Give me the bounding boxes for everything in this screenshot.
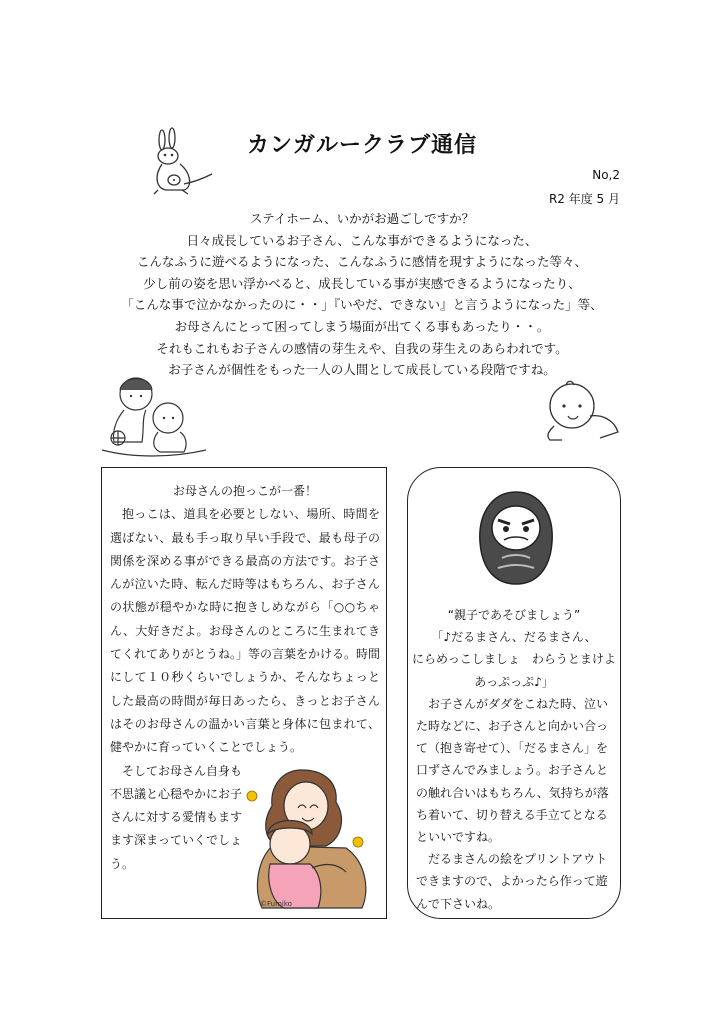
song-title: “親子であそびましょう”	[447, 608, 581, 622]
page-title: カンガルークラブ通信	[246, 133, 477, 158]
article-paragraph: そしてお母さん自身も不思議と心穏やかにお子さんに対する愛情もますます深まっていくでしょう。	[110, 763, 243, 871]
children-icon	[102, 368, 206, 458]
hugging-article	[101, 467, 387, 919]
song-lyric: あっぷっぷ♪」	[474, 674, 554, 689]
intro-line: それもこれもお子さんの感情の芽生えや、自我の芽生えのあらわれです。	[156, 340, 568, 356]
baby-icon	[540, 376, 624, 446]
intro-line: 日々成長しているお子さん、こんな事ができるようになった、	[186, 232, 538, 248]
song-lyric: にらめっこしましょ わらうとまけよ	[412, 652, 616, 667]
article-heading: お母さんの抱っこが一番！	[172, 484, 317, 498]
article-paragraph: お子さんがダダをこねた時、泣いた時などに、お子さんと向かい合って（抱き寄せて）、「だるまさん」を口ずさんでみましょう。お子さんとの触れ合いはもちろん、気持ちが落ち着いて、切り替える手立てとなるといいですね。	[416, 696, 609, 845]
intro-line: ステイホーム、いかがお過ごしですか？	[249, 211, 475, 226]
picture-credit: ©Fumiko	[260, 900, 292, 908]
intro-line: お子さんが個性をもった一人の人間として成長している段階ですね。	[168, 362, 556, 378]
article-paragraph: 抱っこは、道具を必要としない、場所、時間を選ばない、最も手っ取り早い手段で、最も母子の関係を深める事ができる最高の方法です。お子さんが泣いた時、転んだ時等はもちろん、お子さんの状態が穏やかな時に抱きしめながら「○○ちゃん、大好きだよ。お母さんのところに生まれてきてくれてありがとうね。」等の言葉をかける。時間にして１０秒くらいでしょうか、そんなちょっとした最高の時間が毎日あったら、きっとお子さんはそのお母さんの温かい言葉と身体に包まれて、健やかに育っていくことでしょう。	[110, 507, 381, 755]
intro-line: 少し前の姿を思い浮かべると、成長している事が実感できるようになったり、	[143, 275, 581, 291]
daruma-icon	[474, 488, 558, 588]
song-lyric: 「♪だるまさん、だるまさん、	[431, 630, 597, 645]
article-paragraph: だるまさんの絵をプリントアウトできますので、よかったら作って遊んで下さいね。	[416, 852, 608, 911]
issue-date: R2 年度 5 月	[548, 192, 620, 206]
daruma-article	[407, 467, 621, 919]
intro-line: こんなふうに遊べるようになった、こんなふうに感情を現すようになった等々、	[136, 254, 587, 270]
intro-text	[90, 208, 634, 381]
mother-child-icon	[242, 762, 376, 912]
intro-line: お母さんにとって困ってしまう場面が出てくる事もあったり・・。	[174, 318, 550, 334]
issue-number: No,2	[592, 168, 620, 182]
intro-line: 「こんな事で泣かなかったのに・・」『いやだ、できない』と言うようになった」等、	[121, 297, 603, 313]
